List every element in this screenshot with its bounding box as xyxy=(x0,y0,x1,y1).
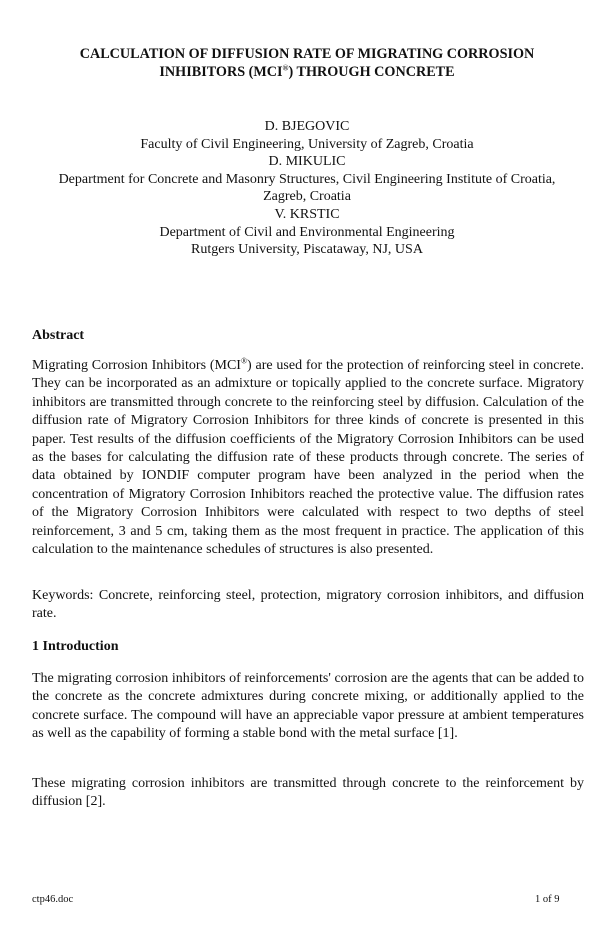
abstract-text-part: ) are used for the protection of reinforcing steel in concrete. They can be incorporated as an admixture or topically applied to the concrete surface. Migratory inhibitors are transmitted through concrete to the reinforcing steel by diffusion. Calculation of the diffusion rate of Migratory Corrosion Inhibitors for three kinds of concrete is presented in this paper. Test results of the diffusion coefficients of the Migratory Corrosion Inhibitors can be used as the bases for calculating the diffusion rate of these products through concrete. The series of data obtained by IONDIF computer program have been analyzed in the period when the concentration of Migratory Corrosion Inhibitors reached the protective value. The diffusion rates of the Migratory Corrosion Inhibitors were calculated with respect to two depths of steel reinforcement, 3 and 5 cm, taking them as the most frequent in practice. The application of this calculation to the maintenance schedules of structures is also presented. xyxy=(32,358,584,558)
title-line-2 xyxy=(0,63,614,81)
intro-paragraph-1: The migrating corrosion inhibitors of reinforcements' corrosion are the agents that can be added to the concrete as the concrete admixtures during concrete mixing, or additionally applied to the concrete surface. The compound will have an appreciable vapor pressure at ambient temperatures as well as the capability of forming a stable bond with the metal surface [1]. xyxy=(32,671,584,742)
paper-title xyxy=(0,45,614,81)
abstract-text xyxy=(32,357,584,559)
intro-paragraph-2: These migrating corrosion inhibitors are transmitted through concrete to the reinforcement by diffusion [2]. xyxy=(32,776,584,810)
title-line-1: CALCULATION OF DIFFUSION RATE OF MIGRATING CORROSION xyxy=(79,46,535,62)
title-text: ) THROUGH CONCRETE xyxy=(288,64,455,80)
author-affiliation: Department for Concrete and Masonry Structures, Civil Engineering Institute of Croatia, xyxy=(58,171,556,187)
author-name: V. KRSTIC xyxy=(274,206,340,222)
abstract-heading: Abstract xyxy=(32,328,85,343)
registered-mark: ® xyxy=(282,63,289,73)
footer-page-number: 1 of 9 xyxy=(535,894,560,905)
introduction-heading: 1 Introduction xyxy=(32,639,119,654)
author-block xyxy=(0,118,614,259)
author-name: D. MIKULIC xyxy=(268,154,346,170)
footer-filename: ctp46.doc xyxy=(32,894,74,905)
author-affiliation: Zagreb, Croatia xyxy=(263,189,351,205)
keywords: Keywords: Concrete, reinforcing steel, protection, migratory corrosion inhibitors, and diffusion rate. xyxy=(32,588,584,622)
title-text: INHIBITORS (MCI xyxy=(159,64,283,80)
author-affiliation: Rutgers University, Piscataway, NJ, USA xyxy=(191,242,423,258)
registered-mark: ® xyxy=(240,356,248,366)
abstract-text-part: Migrating Corrosion Inhibitors (MCI xyxy=(32,358,241,373)
author-name: D. BJEGOVIC xyxy=(264,119,350,134)
author-affiliation: Department of Civil and Environmental Engineering xyxy=(159,224,455,240)
author-affiliation: Faculty of Civil Engineering, University of Zagreb, Croatia xyxy=(140,136,474,152)
